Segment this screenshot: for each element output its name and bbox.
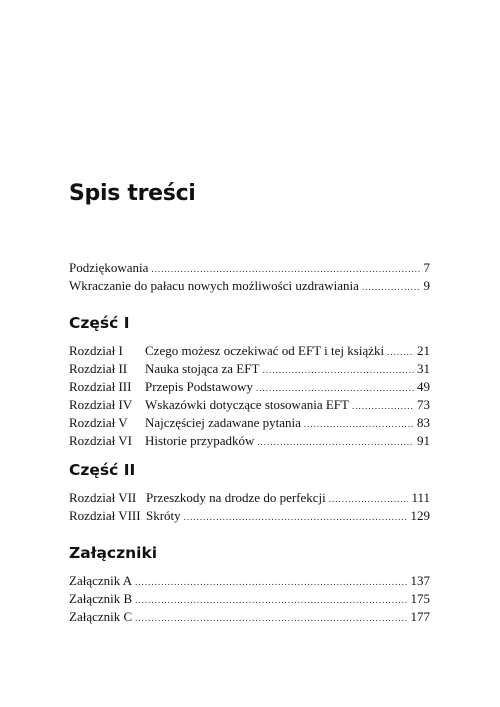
entry-title: Załącznik B — [69, 591, 133, 606]
chapter-label: Rozdział III — [69, 379, 132, 394]
entry-title: Wskazówki dotyczące stosowania EFT — [145, 397, 349, 412]
toc-entry — [69, 590, 430, 608]
dot-leader — [135, 591, 407, 609]
page-number: 9 — [423, 278, 430, 293]
toc-entry — [69, 507, 430, 525]
toc-entry — [69, 432, 430, 450]
section-title-appendices: Załączniki — [69, 544, 158, 562]
section-title-part-2: Część II — [69, 461, 136, 479]
entry-title: Czego możesz oczekiwać od EFT i tej książki — [145, 343, 385, 358]
page-number: 175 — [410, 591, 430, 606]
toc-entry — [69, 360, 430, 378]
toc-entry — [69, 342, 430, 360]
toc-entry — [69, 396, 430, 414]
entry-title: Historie przypadków — [145, 433, 255, 448]
entry-title: Przeszkody na drodze do perfekcji — [146, 490, 326, 505]
page-number: 91 — [417, 433, 430, 448]
toc-entry — [69, 277, 430, 295]
dot-leader — [135, 573, 407, 591]
page-number: 21 — [417, 343, 430, 358]
dot-leader — [362, 278, 421, 296]
page-title: Spis treści — [69, 181, 196, 206]
page-number: 7 — [423, 260, 430, 275]
dot-leader — [151, 260, 420, 278]
entry-title: Podziękowania — [69, 260, 149, 275]
entry-title: Najczęściej zadawane pytania — [145, 415, 301, 430]
toc-entry — [69, 378, 430, 396]
chapter-label: Rozdział II — [69, 361, 128, 376]
dot-leader — [352, 397, 414, 415]
chapter-label: Rozdział VII — [69, 490, 137, 505]
chapter-label: Rozdział IV — [69, 397, 133, 412]
toc-entry — [69, 572, 430, 590]
chapter-label: Rozdział VI — [69, 433, 132, 448]
page-number: 177 — [410, 609, 430, 624]
entry-title: Skróty — [146, 508, 181, 523]
dot-leader — [257, 433, 414, 451]
dot-leader — [304, 415, 414, 433]
part-1-chapter-list — [69, 342, 430, 450]
entry-title: Przepis Podstawowy — [145, 379, 253, 394]
part-2-chapter-list — [69, 489, 430, 525]
appendix-list — [69, 572, 430, 626]
page-number: 31 — [417, 361, 430, 376]
toc-entry — [69, 608, 430, 626]
front-matter-list — [69, 259, 430, 295]
toc-entry — [69, 414, 430, 432]
dot-leader — [329, 490, 409, 508]
entry-title: Załącznik C — [69, 609, 133, 624]
page-number: 137 — [410, 573, 430, 588]
page-number: 111 — [411, 490, 430, 505]
section-title-part-1: Część I — [69, 314, 130, 332]
chapter-label: Rozdział I — [69, 343, 123, 358]
entry-title: Wkraczanie do pałacu nowych możliwości uzdrawiania — [69, 278, 359, 293]
page-number: 129 — [410, 508, 430, 523]
page-number: 49 — [417, 379, 430, 394]
page-number: 83 — [417, 415, 430, 430]
chapter-label: Rozdział V — [69, 415, 128, 430]
entry-title: Załącznik A — [69, 573, 133, 588]
page-number: 73 — [417, 397, 430, 412]
toc-entry — [69, 259, 430, 277]
dot-leader — [256, 379, 414, 397]
dot-leader — [184, 508, 408, 526]
entry-title: Nauka stojąca za EFT — [145, 361, 260, 376]
dot-leader — [387, 343, 414, 361]
toc-entry — [69, 489, 430, 507]
chapter-label: Rozdział VIII — [69, 508, 141, 523]
dot-leader — [135, 609, 407, 627]
dot-leader — [262, 361, 414, 379]
